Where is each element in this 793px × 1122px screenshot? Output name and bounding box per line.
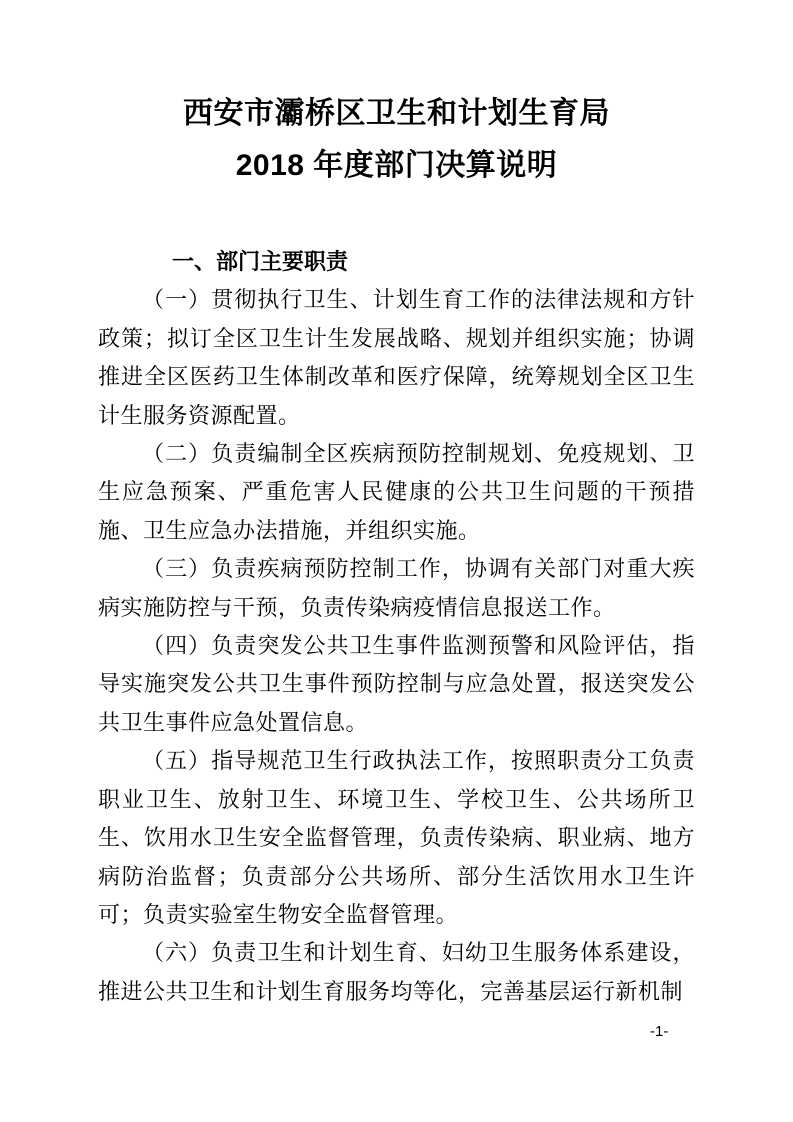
paragraph-2: （二）负责编制全区疾病预防控制规划、免疫规划、卫生应急预案、严重危害人民健康的公共卫生问题的干预措施、卫生应急办法措施，并组织实施。 <box>98 441 695 543</box>
page-number: -1- <box>650 1023 669 1040</box>
document-title-line1: 西安市灞桥区卫生和计划生育局 <box>183 97 610 130</box>
paragraph-5: （五）指导规范卫生行政执法工作，按照职责分工负责职业卫生、放射卫生、环境卫生、学校卫生、公共场所卫生、饮用水卫生安全监督管理，负责传染病、职业病、地方病防治监督；负责部分公共场所、部分生活饮用水卫生许可；负责实验室生物安全监督管理。 <box>98 748 695 927</box>
paragraph-4: （四）负责突发公共卫生事件监测预警和风险评估，指导实施突发公共卫生事件预防控制与应急处置，报送突发公共卫生事件应急处置信息。 <box>98 633 695 735</box>
document-body <box>98 243 695 1011</box>
document-title-block <box>0 88 793 192</box>
section-heading: 一、部门主要职责 <box>172 249 349 274</box>
paragraph-1: （一）贯彻执行卫生、计划生育工作的法律法规和方针政策；拟订全区卫生计生发展战略、规划并组织实施；协调推进全区医药卫生体制改革和医疗保障，统筹规划全区卫生计生服务资源配置。 <box>98 287 695 428</box>
paragraph-6: （六）负责卫生和计划生育、妇幼卫生服务体系建设，推进公共卫生和计划生育服务均等化，完善基层运行新机制 <box>98 940 695 1004</box>
paragraph-3: （三）负责疾病预防控制工作，协调有关部门对重大疾病实施防控与干预，负责传染病疫情信息报送工作。 <box>98 556 695 620</box>
document-title-line2: 2018 年度部门决算说明 <box>235 149 558 182</box>
